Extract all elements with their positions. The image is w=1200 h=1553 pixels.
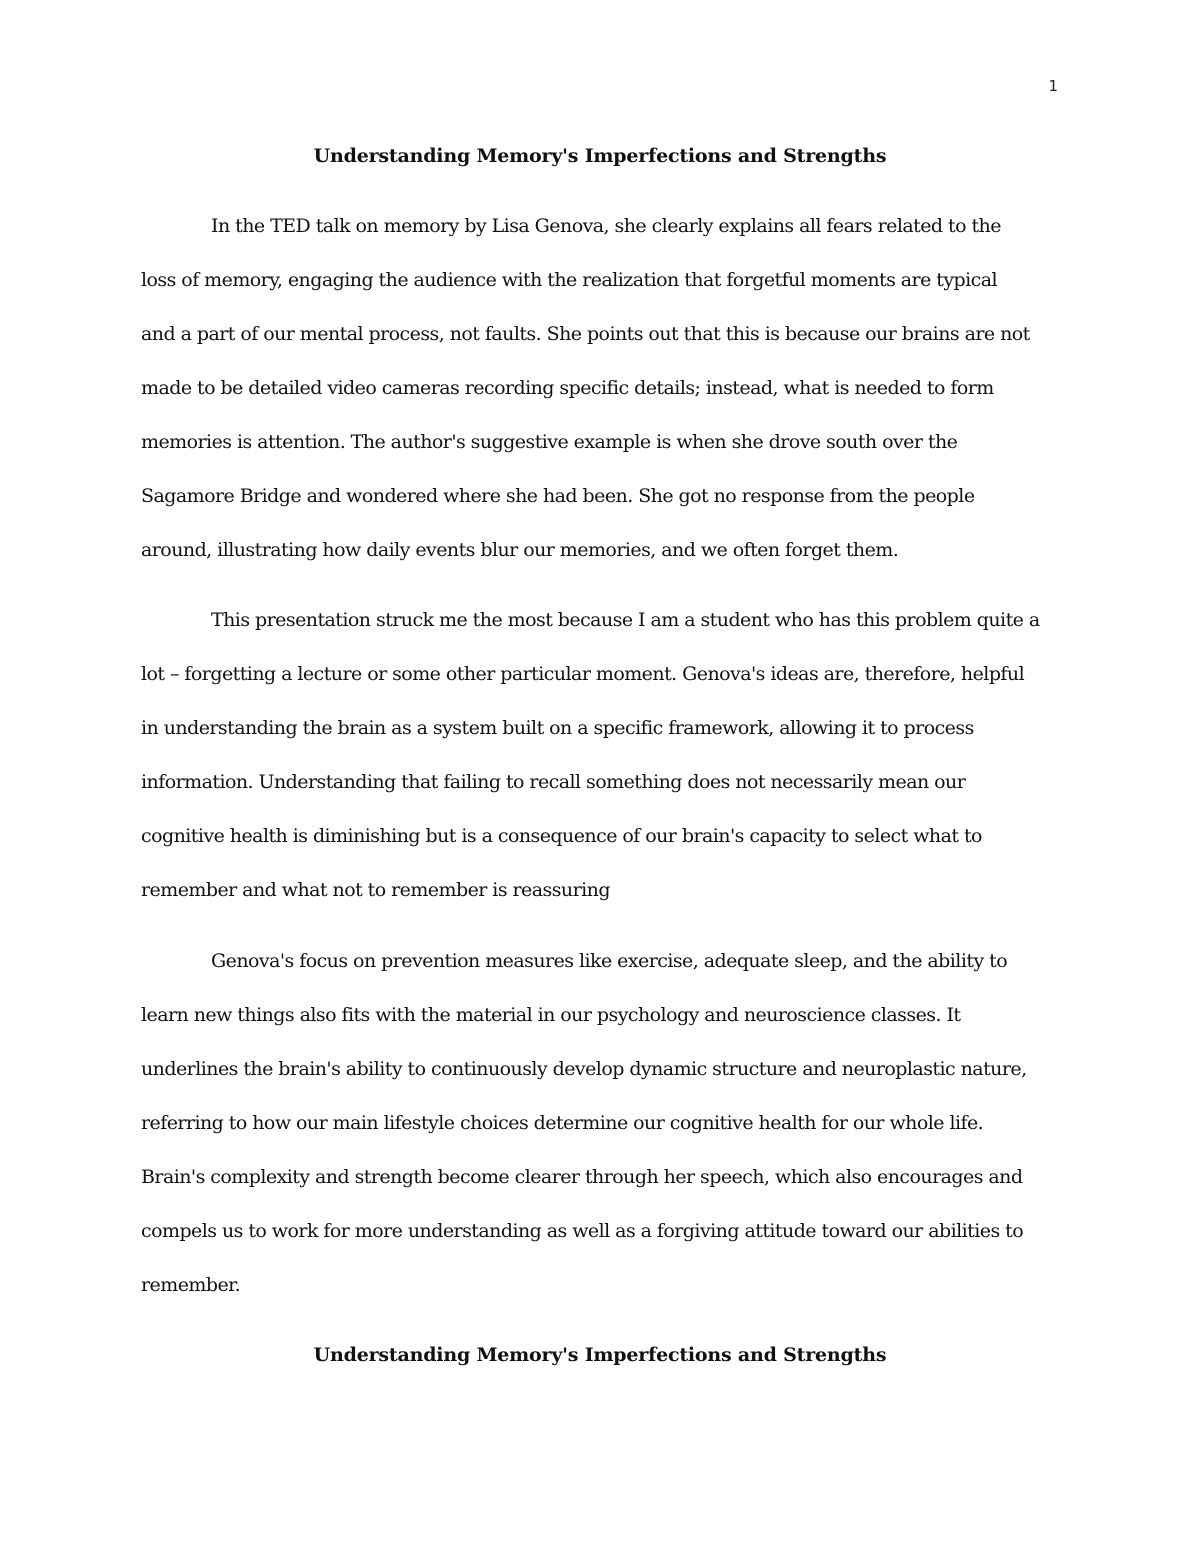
- document-title: Understanding Memory's Imperfections and Strengths: [313, 145, 887, 167]
- paragraph-line: learn new things also fits with the material in our psychology and neuroscience classes. It: [141, 1004, 961, 1026]
- paragraph-line: Sagamore Bridge and wondered where she had been. She got no response from the people: [141, 485, 975, 507]
- paragraph-line: In the TED talk on memory by Lisa Genova, she clearly explains all fears related to the: [211, 215, 1001, 237]
- paragraph-line: memories is attention. The author's suggestive example is when she drove south over the: [141, 431, 958, 453]
- paragraph-line: lot – forgetting a lecture or some other particular moment. Genova's ideas are, therefore, helpful: [141, 663, 1025, 685]
- paragraph-2: [141, 606, 1061, 930]
- paragraph-line: remember and what not to remember is reassuring: [141, 879, 610, 901]
- paragraph-line: made to be detailed video cameras recording specific details; instead, what is needed to form: [141, 377, 994, 399]
- paragraph-1: [141, 212, 1061, 590]
- paragraph-line: underlines the brain's ability to continuously develop dynamic structure and neuroplastic nature,: [141, 1058, 1027, 1080]
- paragraph-line: Genova's focus on prevention measures like exercise, adequate sleep, and the ability to: [211, 950, 1008, 972]
- paragraph-line: in understanding the brain as a system built on a specific framework, allowing it to process: [141, 717, 974, 739]
- paragraph-line: remember.: [141, 1274, 241, 1296]
- paragraph-line: Brain's complexity and strength become clearer through her speech, which also encourages and: [141, 1166, 1023, 1188]
- paragraph-line: information. Understanding that failing to recall something does not necessarily mean our: [141, 771, 966, 793]
- paragraph-line: compels us to work for more understanding as well as a forgiving attitude toward our abilities to: [141, 1220, 1024, 1242]
- paragraph-line: cognitive health is diminishing but is a consequence of our brain's capacity to select what to: [141, 825, 982, 847]
- repeated-title: Understanding Memory's Imperfections and Strengths: [313, 1344, 887, 1366]
- paragraph-line: and a part of our mental process, not faults. She points out that this is because our brains are not: [141, 323, 1030, 345]
- paragraph-line: loss of memory, engaging the audience with the realization that forgetful moments are typical: [141, 269, 998, 291]
- paragraph-line: around, illustrating how daily events blur our memories, and we often forget them.: [141, 539, 899, 561]
- paragraph-line: This presentation struck me the most because I am a student who has this problem quite a: [211, 609, 1040, 631]
- paragraph-3: [141, 947, 1061, 1325]
- paragraph-line: referring to how our main lifestyle choices determine our cognitive health for our whole life.: [141, 1112, 984, 1134]
- page-number: 1: [1048, 77, 1058, 95]
